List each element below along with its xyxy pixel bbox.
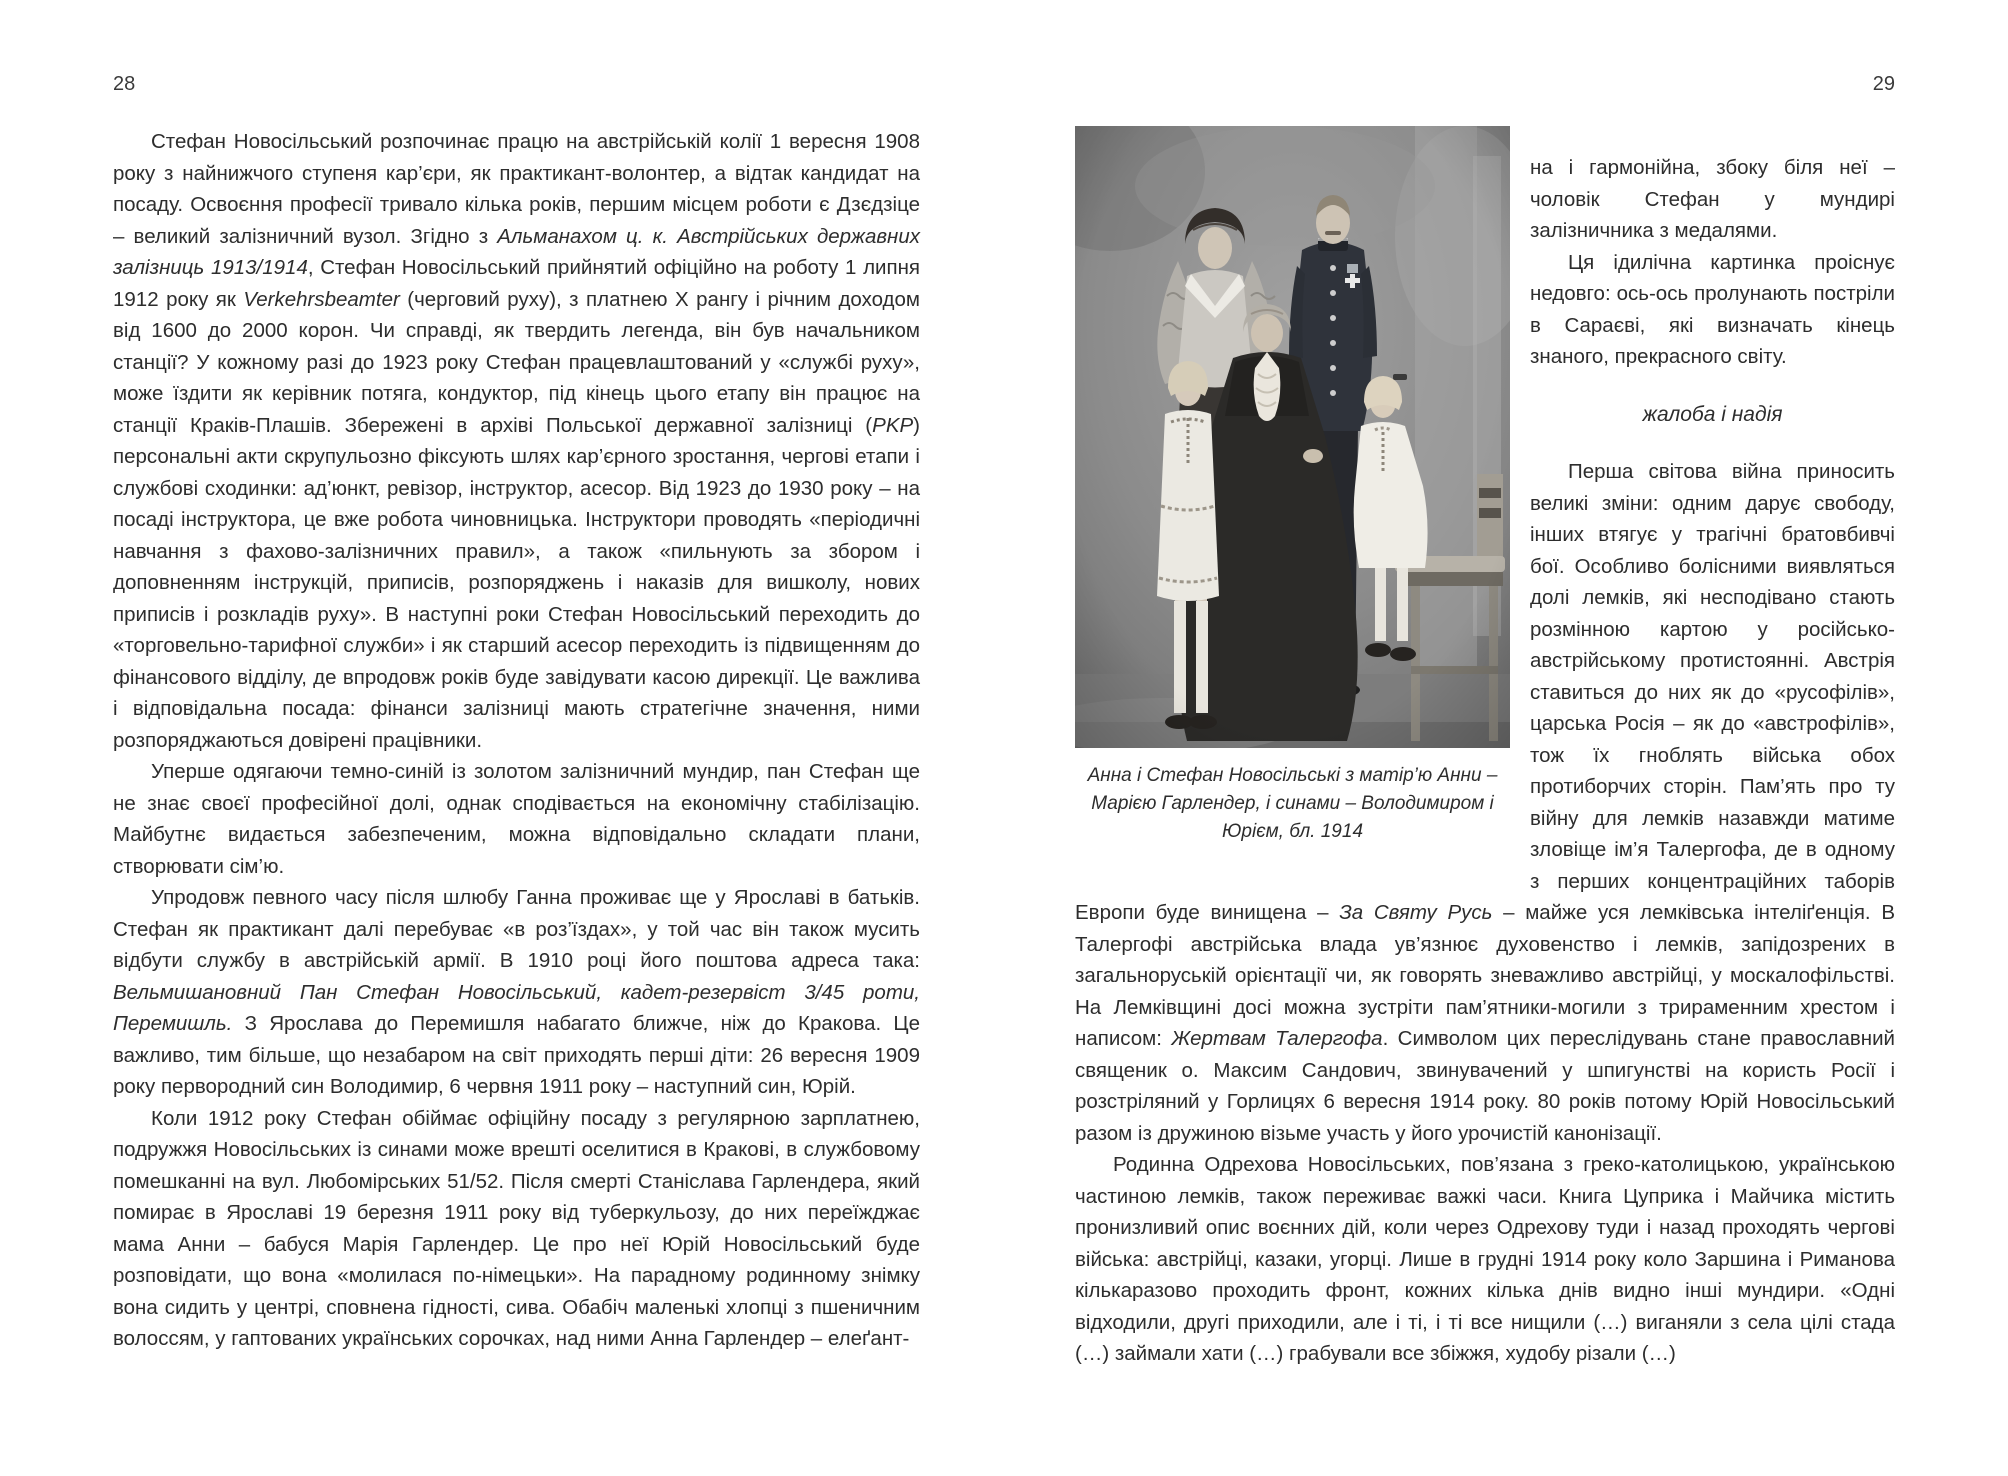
left-page-text — [113, 126, 920, 1355]
page-number-left: 28 — [113, 73, 136, 95]
paragraph: Коли 1912 року Стефан обіймає офіційну посаду з регулярною зарплатнею, подружжя Новосільських із синами може врешті оселитися в Кракові, в службовому помешканні на вул. Любомірських 51/52. Після смерті Станіслава Гарлендера, який помирає в Ярославі 19 березня 1911 року від туберкульозу, до них переїжджає мама Анни – бабуся Марія Гарлендер. Це про неї Юрій Новосільський буде розповідати, що вона «молилася по-німецьки». На парадному родинному знімку вона сидить у центрі, сповнена гідності, сива. Обабіч маленькі хлопці з пшеничним волоссям, у гаптованих українських сорочках, над ними Анна Гарлендер – елеґант- — [113, 1106, 920, 1350]
right-page-content — [1075, 126, 1895, 1370]
paragraph: Упродовж певного часу після шлюбу Ганна проживає ще у Ярославі в батьків. Стефан як практикант далі перебуває «в роз’їздах», у той час він також мусить відбути службу в австрійській армії. В 1910 році його поштова адреса така: Вельмишановний Пан Стефан Новосільський, кадет-резервіст 3/45 роти, Перемишль. З Ярослава до Перемишля набагато ближче, ніж до Кракова. Це важливо, тим більше, що незабаром на світ приходять перші діти: 26 вересня 1909 року первородний син Володимир, 6 червня 1911 року – наступний син, Юрій. — [113, 886, 920, 1098]
paragraph: Ця ідилічна картинка проіснує недовго: ось-ось пролунають постріли в Сараєві, які визначать кінець знаного, прекрасного світу. — [1530, 250, 1895, 368]
family-photo-figure — [1075, 126, 1510, 846]
paragraph: Стефан Новосільський розпочинає працю на австрійській колії 1 вересня 1908 року з найнижчого ступеня кар’єри, як практикант-волонтер, а відтак кандидат на посаду. Освоєння професії тривало кілька років, першим місцем роботи є Дзєдзіце – великий залізничний вузол. Згідно з Альманахом ц. к. Австрійських державних залізниць 1913/1914, Стефан Новосільський прийнятий офіційно на роботу 1 липня 1912 року як Verkehrsbeamter (черговий руху), з платнею X рангу і річним доходом від 1600 до 2000 корон. Чи справді, як твердить легенда, він був начальником станції? У кожному разі до 1923 року Стефан працевлаштований у «службі руху», може їздити як керівник потяга, кондуктор, під кінець цього етапу він працює на станції Краків-Плашів. Збережені в архіві Польської державної залізниці (PKP) персональні акти скрупульозно фіксують шлях кар’єрного зростання, чергові етапи і службові сходинки: ад’юнкт, ревізор, інструктор, асесор. Від 1923 до 1930 року – на посаді інструктора, це вже робота чиновницька. Інструктори проводять «періодичні навчання з фахово-залізничних правил», а також «пильнують за збором і доповненням інструкцій, приписів, розпоряджень і наказів для вишколу, нових приписів і розкладів руху». В наступні роки Стефан Новосільський переходить до «торговельно-тарифної служби» і як старший асесор переходить із підвищенням до фінансового відділу, де впродовж років буде завідувати касою дирекції. Це важлива і відповідальна посада: фінанси залізниці мають стратегічне значення, ними розпоряджаються довірені працівники. — [113, 130, 921, 752]
paragraph: Уперше одягаючи темно-синій із золотом залізничний мундир, пан Стефан ще не знає своєї професійної долі, однак сподівається на економічну стабілізацію. Майбутнє видається забезпеченим, можна відповідально складати плани, створювати сім’ю. — [113, 760, 920, 878]
page-number-right: 29 — [1872, 73, 1895, 95]
page-right — [1075, 72, 1895, 1370]
paragraph: Родинна Одрехова Новосільських, пов’язана з греко-католицькою, українською частиною лемків, також переживає важкі часи. Книга Цуприка і Майчика містить пронизливий опис воєнних дій, коли через Одрехову туди і назад проходять чергові війська: австрійці, казаки, угорці. Лише в грудні 1914 року коло Заршина і Риманова кількаразово проходить фронт, кожних кілька днів видно інші мундири. «Одні відходили, другі приходили, але і ті, і ті все нищили (…) виганяли з села цілі стада (…) займали хати (…) грабували все збіжжя, худобу різали (…) — [1075, 1153, 1895, 1365]
paragraph: на і гармонійна, збоку біля неї – чоловік Стефан у мундирі залізничника з медалями. — [1530, 156, 1895, 242]
page-left — [113, 72, 920, 1355]
family-photo — [1075, 126, 1510, 748]
photo-caption: Анна і Стефан Новосільські з матір’ю Анни – Марією Гарлендер, і синами – Володимиром і Юрієм, бл. 1914 — [1087, 765, 1498, 842]
section-heading: жалоба і надія — [1642, 402, 1783, 426]
paragraph: Перша світова війна приносить великі зміни: одним дарує свободу, інших втягує у трагічні братовбивчі бої. Особливо болісними виявляться долі лемків, які несподівано стають розмінною картою у російсько-австрійському протистоянні. Австрія ставиться до них як до «русофілів», царська Росія – як до «австрофілів», тож їх гноблять війська обох протиборчих сторін. Пам’ять про ту війну для лемків назавжди матиме зловіще ім’я Талергофа, де в одному з перших концентраційних таборів Европи буде винищена – За Святу Русь – майже уся лемківська інтеліґенція. В Талергофі австрійська влада ув’язнює духовенство і лемків, запідозрених в загальноруській орієнтації чи, як говорять зневажливо австрійці, у москалофільстві. На Лемківщині досі можна зустріти пам’ятники-могили з трираменним хрестом і написом: Жертвам Талергофа. Символом цих переслідувань стане православний священик о. Максим Сандович, звинувачений у шпигунстві на користь Росії і розстріляний у Горлицях 6 вересня 1914 року. 80 років потому Юрій Новосільський разом із дружиною візьме участь у його урочистій канонізації. — [1075, 460, 1895, 1145]
